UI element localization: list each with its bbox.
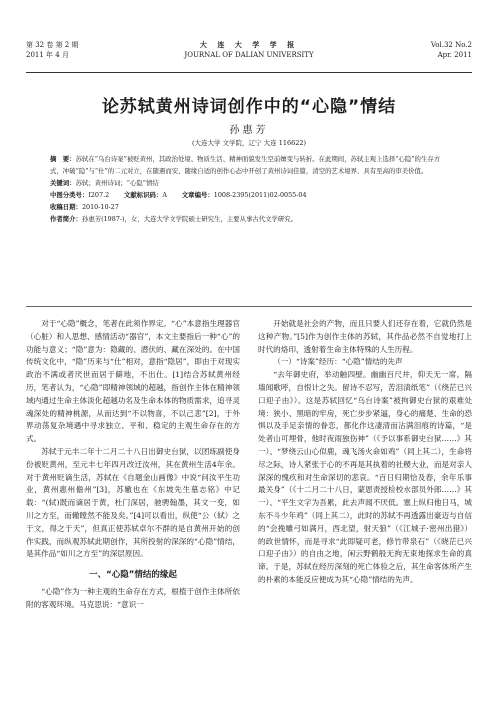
received-text: 2010-10-27 — [81, 203, 119, 211]
section-heading: 一、“心隐”情结的缘起 — [89, 570, 177, 581]
classification-line — [50, 189, 448, 201]
issue-date-en: Apr. 2011 — [437, 51, 472, 59]
author-affiliation: (大连大学 文学院，辽宁 大连 116622) — [191, 139, 307, 147]
author-bio — [50, 213, 448, 225]
paragraph: 开始就是社会的产物，而且只要人们还存在着，它就仍然是这种产物。”[5]作为创作主体的苏轼，其作品必然不自觉地打上时代的烙印，透射着生命主体特殊的人生历程。 — [258, 319, 472, 354]
abstract — [50, 153, 448, 177]
journal-name-en: JOURNAL OF DALIAN UNIVERSITY — [184, 51, 314, 59]
received-date — [50, 201, 448, 213]
article-number: 1008-2395(2011)02-0055-04 — [213, 191, 307, 199]
article-number-label: 文章编号： — [181, 191, 214, 199]
keywords-label: 关键词： — [50, 179, 76, 187]
journal-name-cn: 大 连 大 学 学 报 — [199, 40, 299, 49]
doc-code-label: 文献标识码： — [124, 191, 163, 199]
abstract-text: 苏轼在“乌台诗案”被贬黄州，其政治处境、物质生活、精神面貌发生空前嬗变与转折。在此期间，苏轼主观上选择“心隐”的生存方式，冲破“隐”与“仕”的二元对立，在随遇而安、随缘自适的创作心态中开创了黄州诗词佳篇，清空的艺术境界、具有至高的审美价值。 — [50, 155, 441, 175]
received-label: 收稿日期： — [50, 203, 82, 211]
bio-label: 作者简介： — [50, 215, 82, 223]
body-column-left — [26, 318, 240, 612]
issue-date-cn: 2011 年 4 月 — [26, 51, 69, 59]
article-title: 论苏轼黄州诗词创作中的“心隐”情结 — [101, 97, 397, 117]
body-column-right — [258, 318, 472, 587]
clc-number: I207.2 — [88, 191, 110, 199]
paragraph: “去年御史府，举动触四壁。幽幽百尺井，仰天无一席。隔墙闻歌呼，自恨计之失。留诗不忍写，苦泪渍纸笔”（《绕茫已兴口迎子由》）。这是苏轼回忆“乌台诗案”被拘御史台狱的艰难处境：狭小、黑暗的牢房，死亡步步紧逼，身心的痛楚、生命的恐惧以及手足亲情的眷恋，都化作这凄清而沾满泪痕的诗篇，“是处者山可埋骨，他时夜雨独伤神”（《予以事系御史台狱……》其一）、“梦绕云山心似鹿，魂飞汤火命如鸡”（同上其二），生命将尽之际，诗人紧张于心的不再是其执着的社稷大业，而是对亲人深深的愧疚和对生命深切的悲哀。“百日归期恰及春，余年乐事最关身”（《十二月二十八日，蒙恩责授检校水部员外郎……》其一）、“平生文字为吾累，此去声闻不厌低。塞上纵归他日马，城东不斗少年鸡”（同上其二），此时的苏轼不再透露出豪迈与自信的“会挽雕弓如满月，西北望，射天狼”（《江城子·密州出猎》）的政世情怀，而是寻求“此即疑可老，修竹带泉石”（《晓茫已兴口迎子由》）的自由之地，闲云野鹤般无拘无束地探求生命的真谛。于是，苏轼在经历深刻的死亡体验之后，其生命客体所产生的朴素的本能反应便成为其“心隐”情结的先声。 — [258, 370, 472, 584]
abstract-rule — [26, 306, 472, 307]
header-right — [431, 40, 472, 60]
bio-text: 孙惠芳(1987-)，女，大连大学文学院硕士研究生，主要从事古代文学研究。 — [81, 215, 298, 223]
issue-volume-cn: 第 32 卷 第 2 期 — [26, 41, 79, 49]
doc-code: A — [162, 191, 167, 199]
clc-label: 中图分类号： — [50, 191, 89, 199]
abstract-block — [50, 153, 448, 225]
keywords — [50, 177, 448, 189]
paragraph: “心隐”作为一种主观的生命存在方式，根植于创作主体所依附的客观环境。马克思说：“意识一 — [26, 586, 240, 609]
abstract-label: 摘 要： — [50, 155, 76, 163]
header-center — [26, 40, 472, 60]
issue-volume-en: Vol.32 No.2 — [430, 41, 472, 49]
paragraph: 苏轼于元丰二年十二月二十八日出御史台狱，以团练副使身份被贬黄州，至元丰七年四月改迁汝州，其在黄州生活4年余。对于黄州贬谪生活，苏轼在《自题金山画像》中说“问汝平生功业，黄州惠州儋州”[3]，苏辙也在《东坡先生墓志铭》中记载：“(轼)既而谪居于黄，杜门深居，驰骋翰墨，其文一变，如川之方至，而辙瞠然不能及矣。”[4]可以看出，纵使“公（轼）之于文，得之于天”，但真正使苏轼卓尔不群的是自黄州开始的创作实践，而纵观苏轼此期创作，其所投射的深深的“心隐”情结，是其作品“如川之方至”的深层原因。 — [26, 446, 240, 559]
subsection-heading: （一）“诗案”经历：“心隐”情结的先声 — [273, 357, 403, 367]
header-rule — [26, 72, 472, 73]
paragraph: 对于“心隐”概念，笔者在此须作界定。“心”本意指生理器官（心脏）和人思想、感情活动“器官”，本文主要指后一种“心”的功能与意义；“隐”意为：隐藏的、潜伏的、藏在深处的。在中国传统文化中，“隐”历来与“仕”相对，意指“隐居”，即由于对现实政治不满或者厌世而居于僻地，不出仕。[1]结合苏轼黄州经历，笔者认为，“心隐”即精神领域的超越，指创作主体在精神领域内通过生命主体淡化超越功名及生命本体的物质需求，追寻灵魂深处的精神桃源，从而达到“不以物喜，不以己悲”[2]，于外界动荡复杂境遇中寻求独立、平和、稳定的主观生命存在的方式。 — [26, 319, 240, 444]
author-name: 孙惠芳 — [229, 125, 269, 136]
keywords-text: 苏轼；黄州诗词；“心隐”情结 — [75, 179, 159, 187]
